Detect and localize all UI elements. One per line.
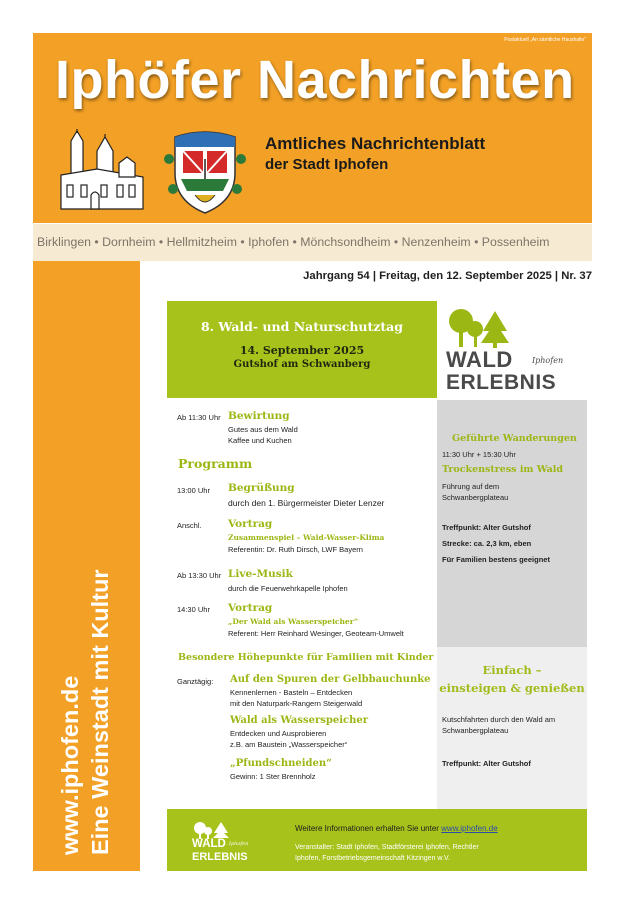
event-date: 14. September 2025 bbox=[239, 344, 365, 357]
trees-icon bbox=[445, 307, 515, 349]
program-subtitle: Zusammenspiel – Wald-Wasser-Klima bbox=[228, 533, 385, 542]
program-title: Begrüßung bbox=[228, 482, 295, 494]
program-time: Ab 13:30 Uhr bbox=[177, 571, 222, 580]
family-line1: Kennenlernen - Basteln – Entdecken bbox=[230, 688, 353, 697]
program-detail: durch den 1. Bürgermeister Dieter Lenzer bbox=[228, 498, 385, 508]
city-crest-icon bbox=[163, 129, 247, 215]
program-time: 13:00 Uhr bbox=[177, 486, 210, 495]
bewirtung-line1: Gutes aus dem Wald bbox=[228, 425, 298, 434]
issue-line: Jahrgang 54 | Freitag, den 12. September 2025 | Nr. 37 bbox=[303, 270, 592, 282]
footer-website-link[interactable]: www.iphofen.de bbox=[441, 824, 498, 833]
family-title: Wald als Wasserspeicher bbox=[230, 715, 369, 726]
program-detail: Referent: Herr Reinhard Wesinger, Geoteam-Umwelt bbox=[228, 629, 404, 638]
church-illustration bbox=[57, 129, 147, 215]
carriage-box bbox=[437, 647, 587, 809]
sidebar-text bbox=[55, 570, 115, 856]
families-heading: Besondere Höhepunkte für Familien mit Kinder bbox=[178, 652, 434, 663]
family-title: Auf den Spuren der Gelbbauchunke bbox=[230, 674, 431, 685]
event-place: Gutshof am Schwanberg bbox=[233, 359, 371, 370]
logo-erlebnis: ERLEBNIS bbox=[446, 371, 557, 394]
bewirtung-time: Ab 11:30 Uhr bbox=[177, 413, 221, 422]
families-time: Ganztägig: bbox=[177, 677, 214, 686]
carriage-line1: Kutschfahrten durch den Wald am bbox=[442, 715, 556, 724]
event-title: 8. Wald- und Naturschutztag bbox=[200, 319, 404, 334]
footer-bar bbox=[167, 809, 587, 871]
hikes-line1: Führung auf dem bbox=[442, 482, 500, 491]
footer-logo-erlebnis: ERLEBNIS bbox=[192, 851, 248, 863]
hikes-meeting: Treffpunkt: Alter Gutshof bbox=[442, 523, 531, 532]
program-title: Vortrag bbox=[228, 602, 273, 614]
logo-iphofen: Iphofen bbox=[532, 356, 564, 365]
masthead-banner bbox=[33, 33, 592, 223]
hikes-title: Trockenstress im Wald bbox=[442, 464, 564, 475]
program-time: 14:30 Uhr bbox=[177, 605, 210, 614]
footer-info bbox=[295, 824, 498, 833]
subtitle-city: der Stadt Iphofen bbox=[265, 156, 389, 173]
program-title: Vortrag bbox=[228, 518, 273, 530]
hikes-line2: Schwanbergplateau bbox=[442, 493, 509, 502]
carriage-heading2: einsteigen & genießen bbox=[439, 681, 585, 695]
program-detail: durch die Feuerwehrkapelle Iphofen bbox=[228, 584, 348, 593]
postal-note: Postaktuell „An sämtliche Haushalte“ bbox=[504, 37, 586, 43]
program-subtitle: „Der Wald als Wasserspeicher“ bbox=[228, 617, 359, 626]
footer-logo-iphofen: Iphofen bbox=[229, 841, 249, 847]
program-detail: Referentin: Dr. Ruth Dirsch, LWF Bayern bbox=[228, 545, 363, 554]
carriage-line2: Schwanbergplateau bbox=[442, 726, 509, 735]
hikes-heading: Geführte Wanderungen bbox=[452, 433, 577, 444]
hikes-families: Für Familien bestens geeignet bbox=[442, 555, 550, 564]
footer-organizer-line1: Veranstalter: Stadt Iphofen, Stadtförsterei Iphofen, Rechtler bbox=[295, 844, 479, 851]
family-title: „Pfundschneiden“ bbox=[230, 758, 332, 769]
bewirtung-title: Bewirtung bbox=[228, 410, 290, 422]
family-line1: Entdecken und Ausprobieren bbox=[230, 729, 327, 738]
carriage-heading1: Einfach – bbox=[482, 663, 542, 677]
villages-strip: Birklingen • Dornheim • Hellmitzheim • Iphofen • Mönchsondheim • Nenzenheim • Possenheim bbox=[33, 224, 592, 261]
hikes-times: 11:30 Uhr + 15:30 Uhr bbox=[442, 450, 516, 459]
logo-wald: WALD bbox=[446, 347, 513, 372]
bewirtung-line2: Kaffee und Kuchen bbox=[228, 436, 292, 445]
family-line2: mit den Naturpark-Rangern Steigerwald bbox=[230, 699, 363, 708]
footer-info-text: Weitere Informationen erhalten Sie unter bbox=[295, 824, 442, 833]
masthead-title: Iphöfer Nachrichten bbox=[55, 50, 575, 110]
footer-trees-icon bbox=[193, 821, 233, 839]
hikes-box bbox=[437, 400, 587, 647]
footer-organizer-line2: Iphofen, Forstbetriebsgemeinschaft Kitzingen w.V. bbox=[295, 855, 450, 862]
hikes-distance: Strecke: ca. 2,3 km, eben bbox=[442, 539, 532, 548]
family-line1: Gewinn: 1 Ster Brennholz bbox=[230, 772, 316, 781]
carriage-meeting: Treffpunkt: Alter Gutshof bbox=[442, 759, 531, 768]
program-heading: Programm bbox=[178, 456, 253, 471]
sidebar-url: www.iphofen.de bbox=[57, 675, 83, 855]
program-time: Anschl. bbox=[177, 521, 202, 530]
subtitle-official-gazette: Amtliches Nachrichtenblatt bbox=[265, 134, 486, 153]
program-title: Live-Musik bbox=[228, 568, 293, 580]
footer-logo-wald: WALD bbox=[192, 838, 226, 850]
family-line2: z.B. am Baustein „Wasserspeicher“ bbox=[230, 740, 348, 749]
event-header bbox=[167, 301, 437, 398]
sidebar-slogan: Eine Weinstadt mit Kultur bbox=[87, 569, 113, 855]
wald-erlebnis-logo bbox=[437, 301, 587, 400]
